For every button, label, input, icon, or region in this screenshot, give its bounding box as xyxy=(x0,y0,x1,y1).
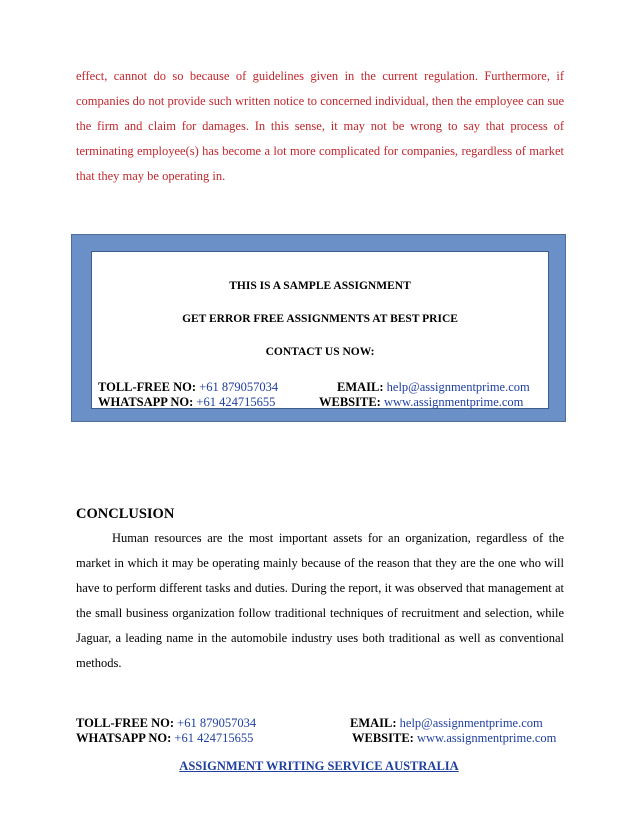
promo-subtitle: GET ERROR FREE ASSIGNMENTS AT BEST PRICE xyxy=(182,313,458,325)
intro-paragraph: effect, cannot do so because of guidelines given in the current regulation. Furthermore, if companies do not provide such written notice to concerned individual, then the employee can sue the firm and claim for damages. In this sense, it may not be wrong to say that process of terminating employee(s) has become a lot more complicated for companies, regardless of market that they may be operating in. xyxy=(76,69,564,183)
footer-email xyxy=(350,716,543,731)
footer-whatsapp xyxy=(76,731,253,746)
promo-title: THIS IS A SAMPLE ASSIGNMENT xyxy=(229,280,411,292)
promo-box xyxy=(71,234,566,422)
footer-website-value[interactable]: www.assignmentprime.com xyxy=(416,731,557,745)
promo-tollfree-value[interactable]: +61 879057034 xyxy=(199,380,279,394)
promo-inner-box xyxy=(91,251,549,409)
promo-contact-heading: CONTACT US NOW: xyxy=(265,346,375,358)
footer-website xyxy=(352,731,556,746)
promo-website-value[interactable]: www.assignmentprime.com xyxy=(383,395,524,409)
promo-whatsapp xyxy=(98,395,275,410)
footer-email-label: EMAIL: xyxy=(350,716,397,730)
footer-tollfree xyxy=(76,716,256,731)
promo-tollfree-label: TOLL-FREE NO: xyxy=(98,380,197,394)
promo-email xyxy=(337,380,530,395)
footer-whatsapp-value[interactable]: +61 424715655 xyxy=(174,731,254,745)
promo-website xyxy=(319,395,523,410)
footer-email-value[interactable]: help@assignmentprime.com xyxy=(399,716,543,730)
promo-website-label: WEBSITE: xyxy=(319,395,381,409)
footer-tollfree-value[interactable]: +61 879057034 xyxy=(177,716,257,730)
promo-whatsapp-value[interactable]: +61 424715655 xyxy=(196,395,276,409)
footer-whatsapp-label: WHATSAPP NO: xyxy=(76,731,172,745)
promo-email-label: EMAIL: xyxy=(337,380,384,394)
promo-tollfree xyxy=(98,380,278,395)
conclusion-paragraph: Human resources are the most important assets for an organization, regardless of the market in which it may be operating mainly because of the reason that they are the one who will have to perform different tasks and duties. During the report, it was observed that management at the small business organization follow traditional techniques of recruitment and selection, while Jaguar, a leading name in the automobile industry uses both traditional as well as conventional methods. xyxy=(76,531,564,670)
footer-website-label: WEBSITE: xyxy=(352,731,414,745)
promo-email-value[interactable]: help@assignmentprime.com xyxy=(386,380,530,394)
footer-tollfree-label: TOLL-FREE NO: xyxy=(76,716,175,730)
conclusion-heading: CONCLUSION xyxy=(76,506,175,522)
promo-whatsapp-label: WHATSAPP NO: xyxy=(98,395,194,409)
service-link[interactable]: ASSIGNMENT WRITING SERVICE AUSTRALIA xyxy=(179,759,459,773)
